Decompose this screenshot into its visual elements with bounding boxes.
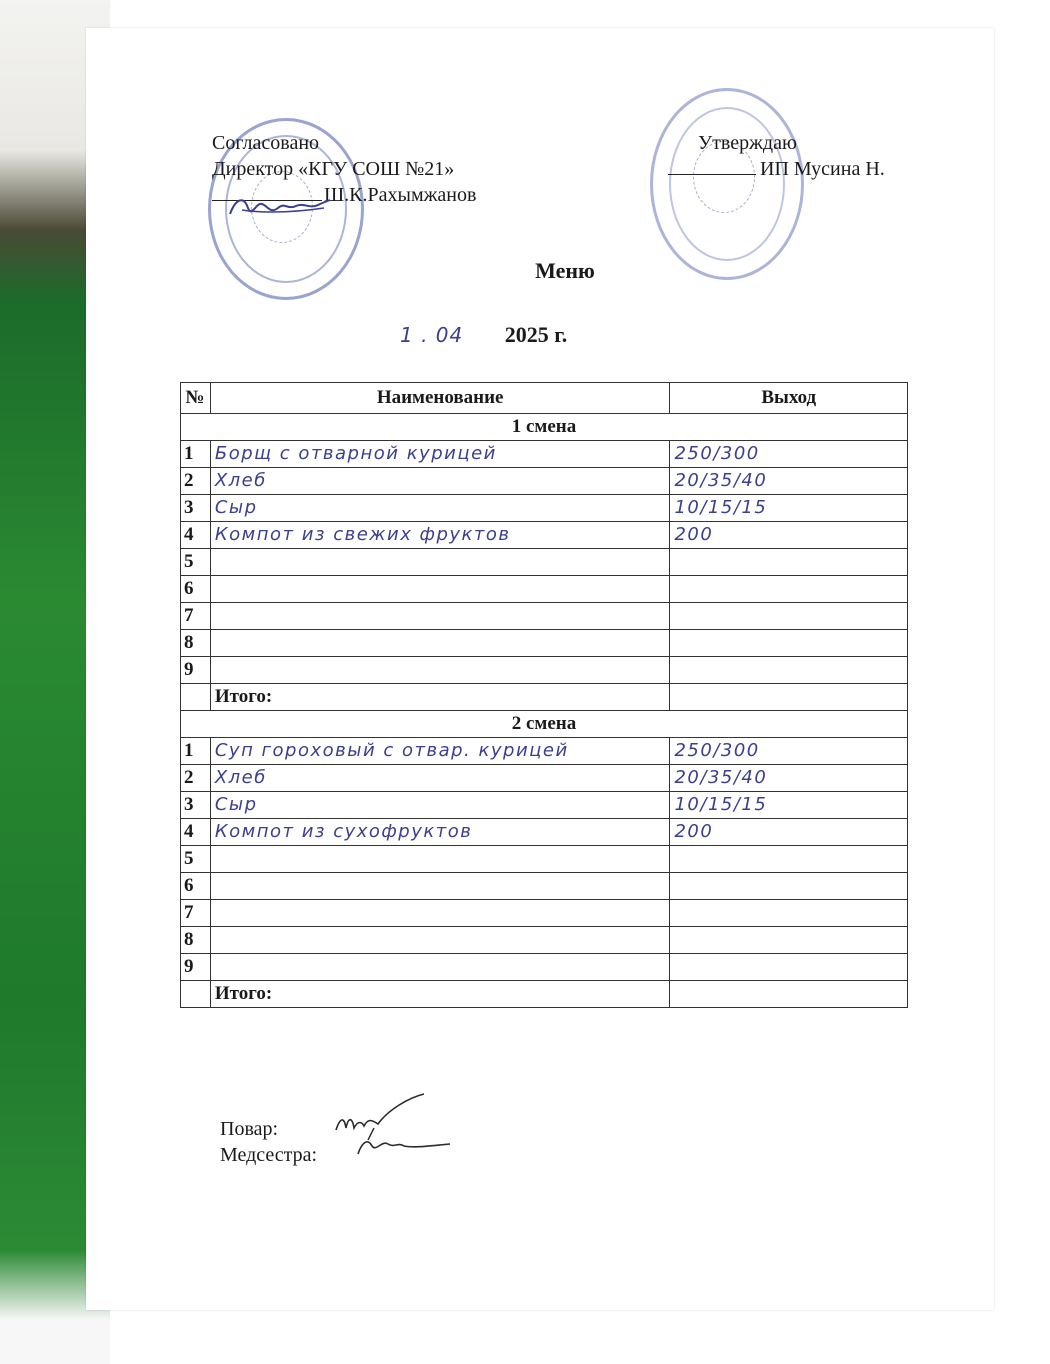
dish-name-cell (210, 603, 670, 630)
row-number-cell: 8 (181, 927, 211, 954)
table-row (181, 522, 908, 549)
dish-name: Хлеб (214, 767, 267, 788)
table-row (181, 846, 908, 873)
dish-yield: 20/35/40 (674, 767, 768, 788)
table-row (181, 900, 908, 927)
table-row (181, 495, 908, 522)
row-number-cell: 3 (181, 495, 211, 522)
approval-block-right (668, 130, 885, 182)
dish-yield-cell (670, 549, 908, 576)
dish-yield-cell (670, 900, 908, 927)
row-number-cell: 6 (181, 873, 211, 900)
right-stamp-seal (650, 88, 804, 280)
dish-yield-cell (670, 873, 908, 900)
dish-yield-cell (670, 603, 908, 630)
dish-name-cell (210, 495, 670, 522)
dish-yield-cell (670, 846, 908, 873)
dish-yield-cell (670, 468, 908, 495)
table-row (181, 630, 908, 657)
table-row (181, 873, 908, 900)
dish-yield-cell (670, 576, 908, 603)
dish-yield-cell (670, 765, 908, 792)
signatures-block (220, 1116, 317, 1168)
director-label: Директор «КГУ СОШ №21» (212, 158, 455, 180)
row-number-cell: 9 (181, 657, 211, 684)
cook-label: Повар: (220, 1118, 279, 1140)
row-number-cell: 1 (181, 738, 211, 765)
table-row (181, 657, 908, 684)
table-row (181, 549, 908, 576)
dish-yield-cell (670, 792, 908, 819)
dish-name-cell (210, 657, 670, 684)
shift-2-rows (181, 738, 908, 981)
dish-name-cell (210, 441, 670, 468)
approver-line (668, 156, 885, 182)
dish-name-cell (210, 900, 670, 927)
table-row (181, 576, 908, 603)
dish-name: Сыр (214, 794, 258, 815)
approved-label: Согласовано (212, 132, 320, 154)
signature-line (668, 156, 756, 175)
table-row (181, 819, 908, 846)
dish-yield-cell (670, 927, 908, 954)
dish-yield: 20/35/40 (674, 470, 768, 491)
dish-name-cell (210, 927, 670, 954)
table-row (181, 792, 908, 819)
dish-yield-cell (670, 495, 908, 522)
table-row (181, 765, 908, 792)
cook-nurse-signatures (328, 1090, 458, 1160)
dish-yield: 250/300 (674, 740, 760, 761)
dish-name-cell (210, 576, 670, 603)
table-row (181, 954, 908, 981)
row-number-cell: 3 (181, 792, 211, 819)
dish-name-cell (210, 954, 670, 981)
row-number-cell: 7 (181, 603, 211, 630)
date-year: 2025 г. (504, 322, 568, 347)
dish-yield-cell (670, 441, 908, 468)
dish-yield-cell (670, 522, 908, 549)
shift-1-total-value (670, 684, 908, 711)
row-number-cell: 5 (181, 846, 211, 873)
date-handwritten: 1 . 04 (400, 323, 464, 347)
table-row (181, 468, 908, 495)
shift-2-heading (181, 711, 908, 738)
menu-table (180, 382, 908, 1008)
row-number-cell: 7 (181, 900, 211, 927)
dish-name-cell (210, 873, 670, 900)
dish-name-cell (210, 792, 670, 819)
dish-name-cell (210, 549, 670, 576)
row-number-cell: 2 (181, 765, 211, 792)
row-number-cell: 8 (181, 630, 211, 657)
shift-1-total-row (181, 684, 908, 711)
shift-1-total-label: Итого: (210, 684, 670, 711)
dish-yield-cell (670, 819, 908, 846)
dish-yield: 250/300 (674, 443, 760, 464)
dish-name-cell (210, 819, 670, 846)
table-row (181, 603, 908, 630)
table-row (181, 927, 908, 954)
approve-label: Утверждаю (698, 132, 797, 154)
col-header-name: Наименование (210, 383, 670, 414)
dish-name-cell (210, 468, 670, 495)
director-signature (224, 188, 334, 224)
row-number-cell: 5 (181, 549, 211, 576)
total-empty-cell (181, 684, 211, 711)
table-header-row (181, 383, 908, 414)
dish-yield-cell (670, 738, 908, 765)
shift-2-label: 2 смена (181, 711, 908, 738)
approver-name: ИП Мусина Н. (760, 158, 885, 180)
dish-name-cell (210, 846, 670, 873)
dish-name-cell (210, 522, 670, 549)
dish-yield-cell (670, 954, 908, 981)
page-title: Меню (535, 258, 595, 283)
director-name: Ш.К.Рахымжанов (324, 184, 477, 206)
row-number-cell: 2 (181, 468, 211, 495)
total-empty-cell (181, 981, 211, 1008)
row-number-cell: 1 (181, 441, 211, 468)
dish-yield: 200 (674, 524, 714, 545)
dish-yield: 10/15/15 (674, 794, 768, 815)
dish-name: Хлеб (214, 470, 267, 491)
dish-yield: 200 (674, 821, 714, 842)
shift-2-total-row (181, 981, 908, 1008)
shift-2-total-value (670, 981, 908, 1008)
dish-yield-cell (670, 630, 908, 657)
dish-name-cell (210, 765, 670, 792)
shift-1-heading (181, 414, 908, 441)
dish-name: Борщ с отварной курицей (214, 443, 497, 464)
col-header-number: № (181, 383, 211, 414)
dish-yield: 10/15/15 (674, 497, 768, 518)
dish-name: Компот из свежих фруктов (214, 524, 511, 545)
row-number-cell: 9 (181, 954, 211, 981)
row-number-cell: 4 (181, 522, 211, 549)
shift-1-rows (181, 441, 908, 684)
date-line (400, 322, 567, 348)
row-number-cell: 6 (181, 576, 211, 603)
table-row (181, 441, 908, 468)
table-row (181, 738, 908, 765)
dish-name: Компот из сухофруктов (214, 821, 473, 842)
dish-name: Сыр (214, 497, 258, 518)
row-number-cell: 4 (181, 819, 211, 846)
dish-yield-cell (670, 657, 908, 684)
shift-2-total-label: Итого: (210, 981, 670, 1008)
dish-name-cell (210, 738, 670, 765)
nurse-label: Медсестра: (220, 1144, 318, 1166)
col-header-yield: Выход (670, 383, 908, 414)
dish-name: Суп гороховый с отвар. курицей (214, 740, 569, 761)
dish-name-cell (210, 630, 670, 657)
shift-1-label: 1 смена (181, 414, 908, 441)
